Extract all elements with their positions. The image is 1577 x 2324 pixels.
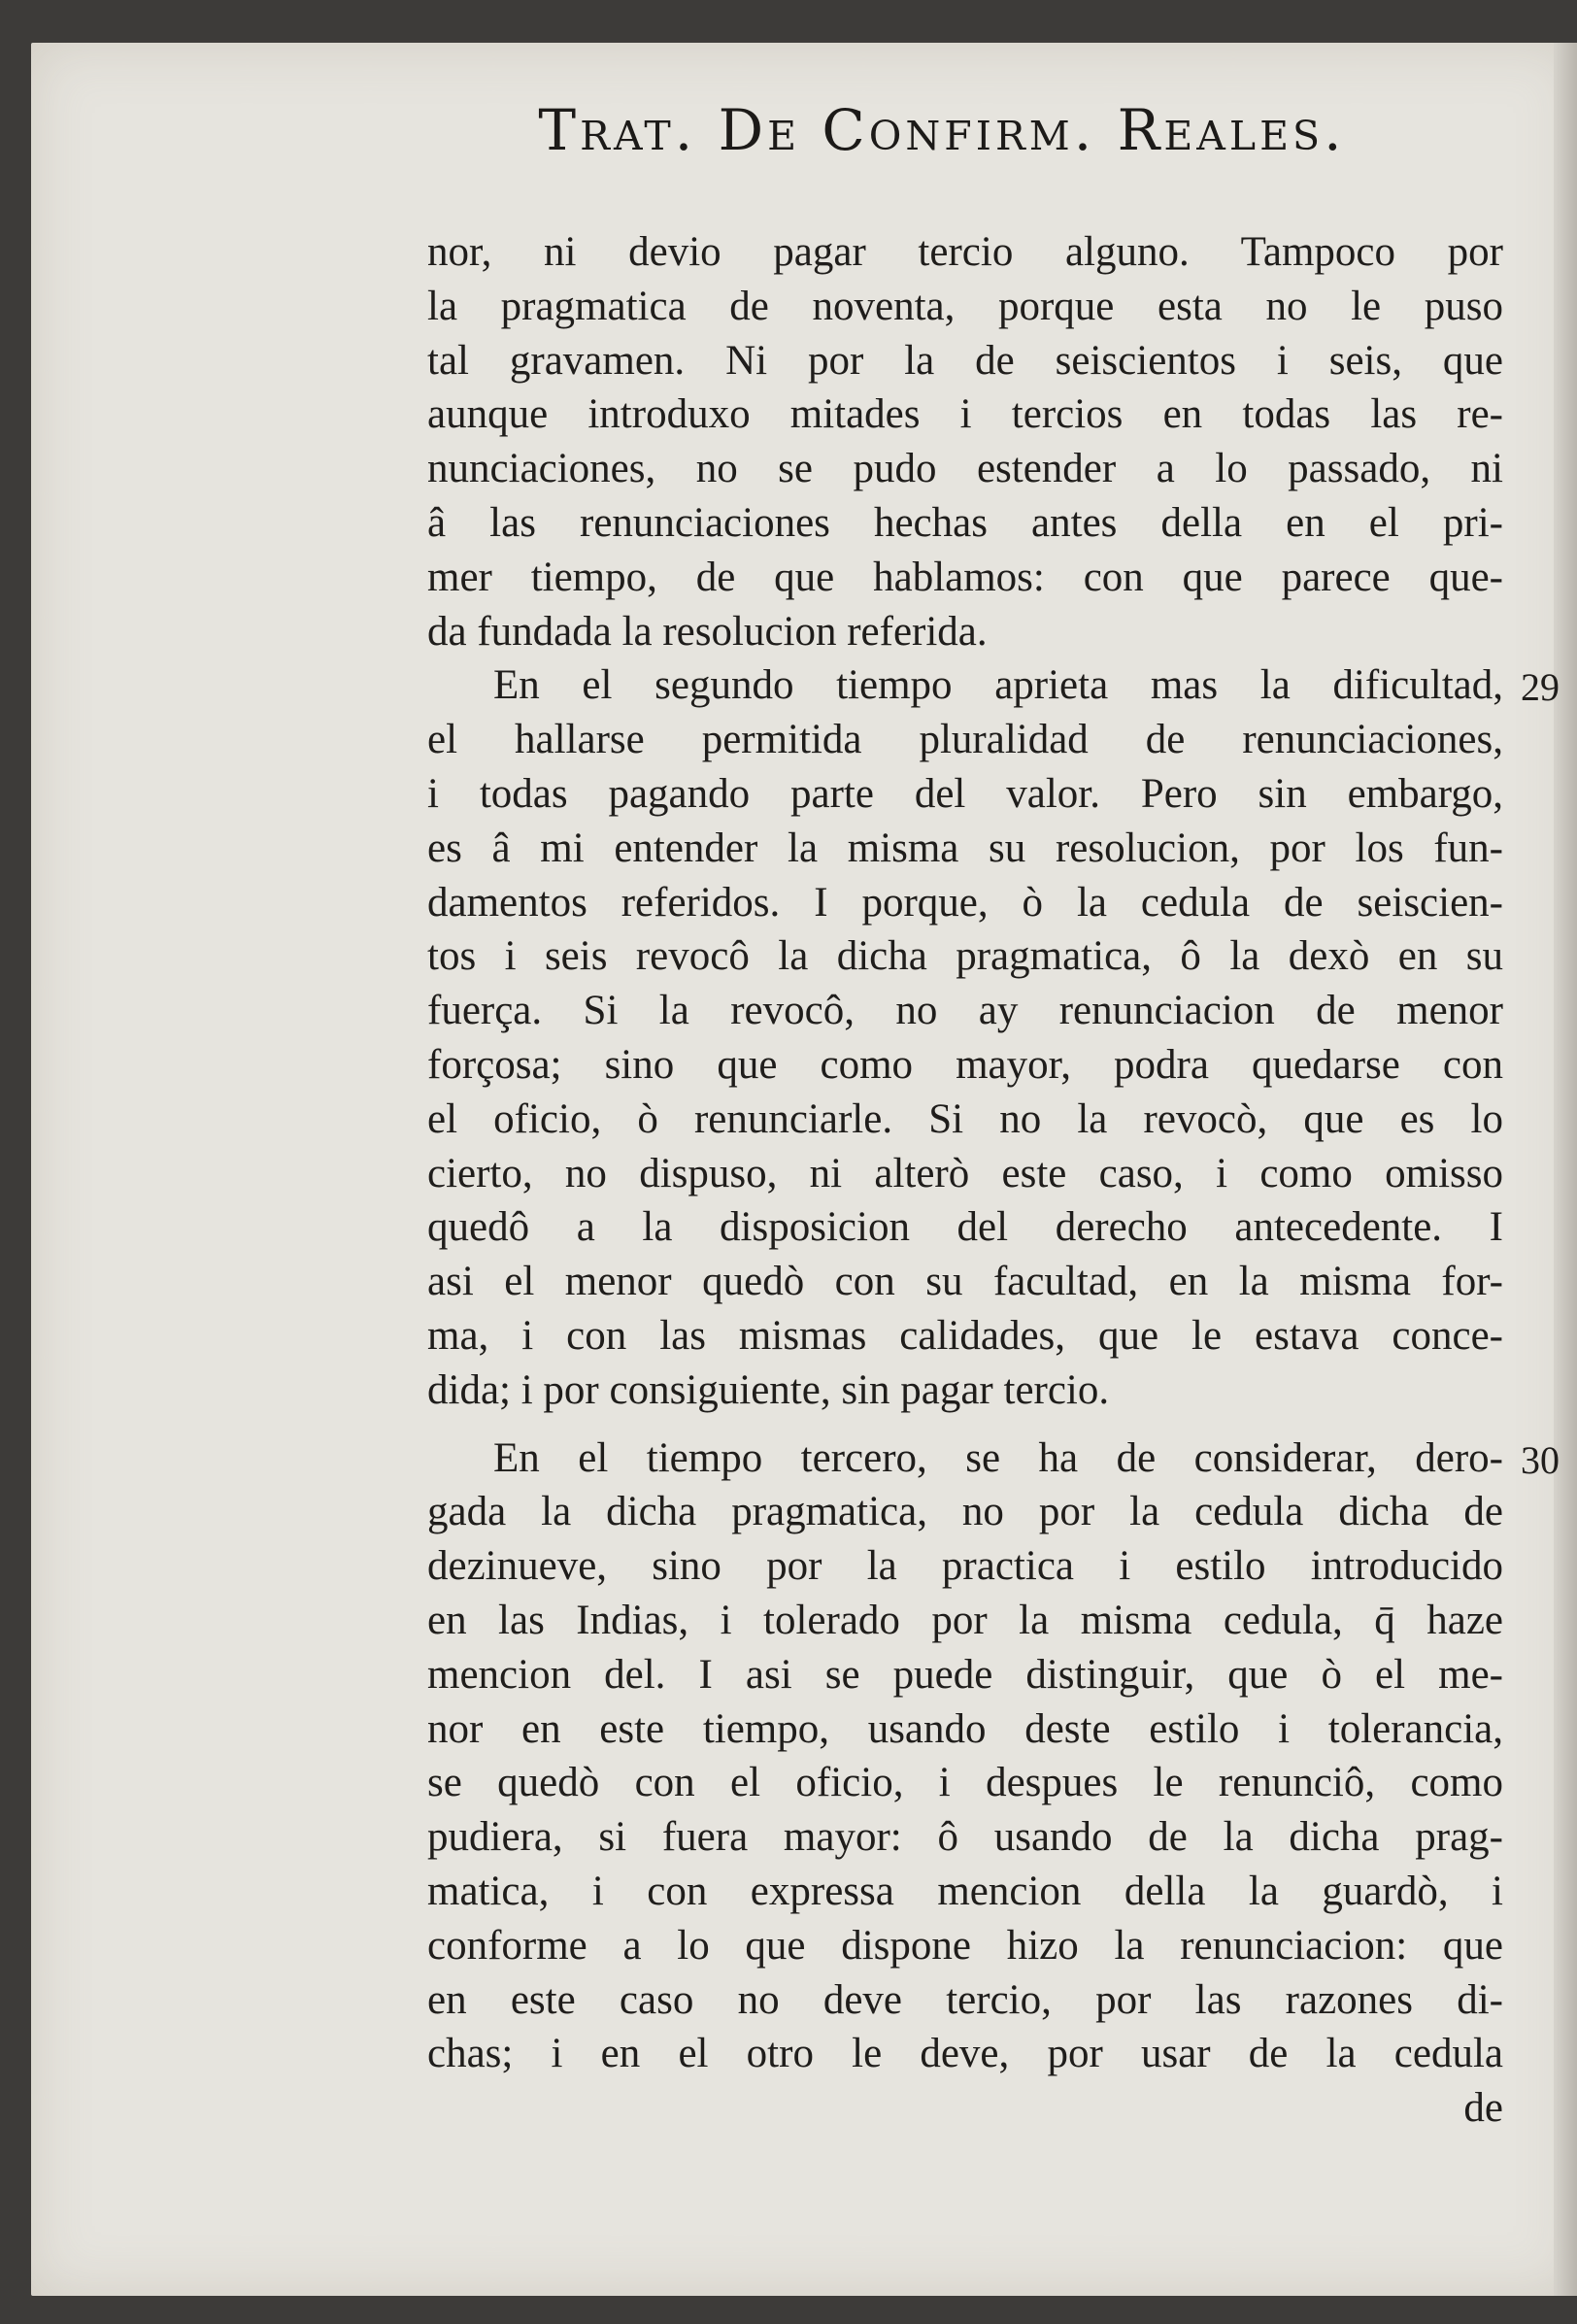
text-line: fuerça. Si la revocô, no ay renunciacion de menor bbox=[427, 988, 1503, 1034]
text-line: damentos referidos. I porque, ò la cedula de seiscien- bbox=[427, 879, 1503, 926]
text-line: chas; i en el otro le deve, por usar de la cedula bbox=[427, 2031, 1503, 2077]
text-line: mer tiempo, de que hablamos: con que parece que- bbox=[427, 554, 1503, 600]
text-line: forçosa; sino que como mayor, podra quedarse con bbox=[427, 1041, 1503, 1088]
body-text bbox=[427, 225, 1503, 2136]
text-line: quedô a la disposicion del derecho antecedente. I bbox=[427, 1204, 1503, 1251]
text-line: nor en este tiempo, usando deste estilo i tolerancia, bbox=[427, 1705, 1503, 1752]
text-line: el hallarse permitida pluralidad de renunciaciones, bbox=[427, 717, 1503, 763]
text-line: dida; i por consiguiente, sin pagar tercio. bbox=[427, 1366, 1110, 1413]
text-line: matica, i con expressa mencion della la guardò, i bbox=[427, 1868, 1503, 1914]
margin-paragraph-number: 29 bbox=[1521, 665, 1560, 709]
text-line: el oficio, ò renunciarle. Si no la revocò, que es lo bbox=[427, 1095, 1503, 1142]
text-line: nunciaciones, no se pudo estender a lo passado, ni bbox=[427, 446, 1503, 492]
text-line: es â mi entender la misma su resolucion, por los fun- bbox=[427, 825, 1503, 871]
margin-paragraph-number: 30 bbox=[1521, 1438, 1560, 1482]
text-line: la pragmatica de noventa, porque esta no le puso bbox=[427, 283, 1503, 329]
text-line: tal gravamen. Ni por la de seiscientos i seis, que bbox=[427, 337, 1503, 384]
text-line: tos i seis revocô la dicha pragmatica, ô la dexò en su bbox=[427, 933, 1503, 980]
text-line: mencion del. I asi se puede distinguir, que ò el me- bbox=[427, 1651, 1503, 1698]
text-line: i todas pagando parte del valor. Pero sin embargo, bbox=[427, 770, 1503, 817]
text-line: aunque introduxo mitades i tercios en todas las re- bbox=[427, 391, 1503, 438]
running-head: Trat. De Confirm. Reales. bbox=[538, 97, 1346, 163]
text-line: da fundada la resolucion referida. bbox=[427, 608, 988, 655]
page-gutter bbox=[1554, 43, 1577, 2296]
catchword: de bbox=[1463, 2085, 1503, 2132]
text-line: en las Indias, i tolerado por la misma cedula, q̄ haze bbox=[427, 1597, 1503, 1643]
text-line: nor, ni devio pagar tercio alguno. Tampoco por bbox=[427, 229, 1503, 275]
text-line: en este caso no deve tercio, por las razones di- bbox=[427, 1976, 1503, 2023]
text-line: dezinueve, sino por la practica i estilo introducido bbox=[427, 1543, 1503, 1590]
text-line: gada la dicha pragmatica, no por la cedula dicha de bbox=[427, 1489, 1503, 1535]
text-line: â las renunciaciones hechas antes della en el pri- bbox=[427, 499, 1503, 546]
text-line: conforme a lo que dispone hizo la renunciacion: que bbox=[427, 1922, 1503, 1969]
text-line: asi el menor quedò con su facultad, en la misma for- bbox=[427, 1259, 1503, 1305]
text-line: ma, i con las mismas calidades, que le estava conce- bbox=[427, 1312, 1503, 1359]
text-line: En el segundo tiempo aprieta mas la dificultad, bbox=[493, 662, 1503, 709]
text-line bbox=[427, 1418, 1503, 1431]
text-line: En el tiempo tercero, se ha de considerar, dero- bbox=[493, 1434, 1503, 1481]
text-line: cierto, no dispuso, ni alterò este caso, i como omisso bbox=[427, 1150, 1503, 1196]
text-line: se quedò con el oficio, i despues le renunciô, como bbox=[427, 1760, 1503, 1806]
text-line: pudiera, si fuera mayor: ô usando de la dicha prag- bbox=[427, 1814, 1503, 1861]
